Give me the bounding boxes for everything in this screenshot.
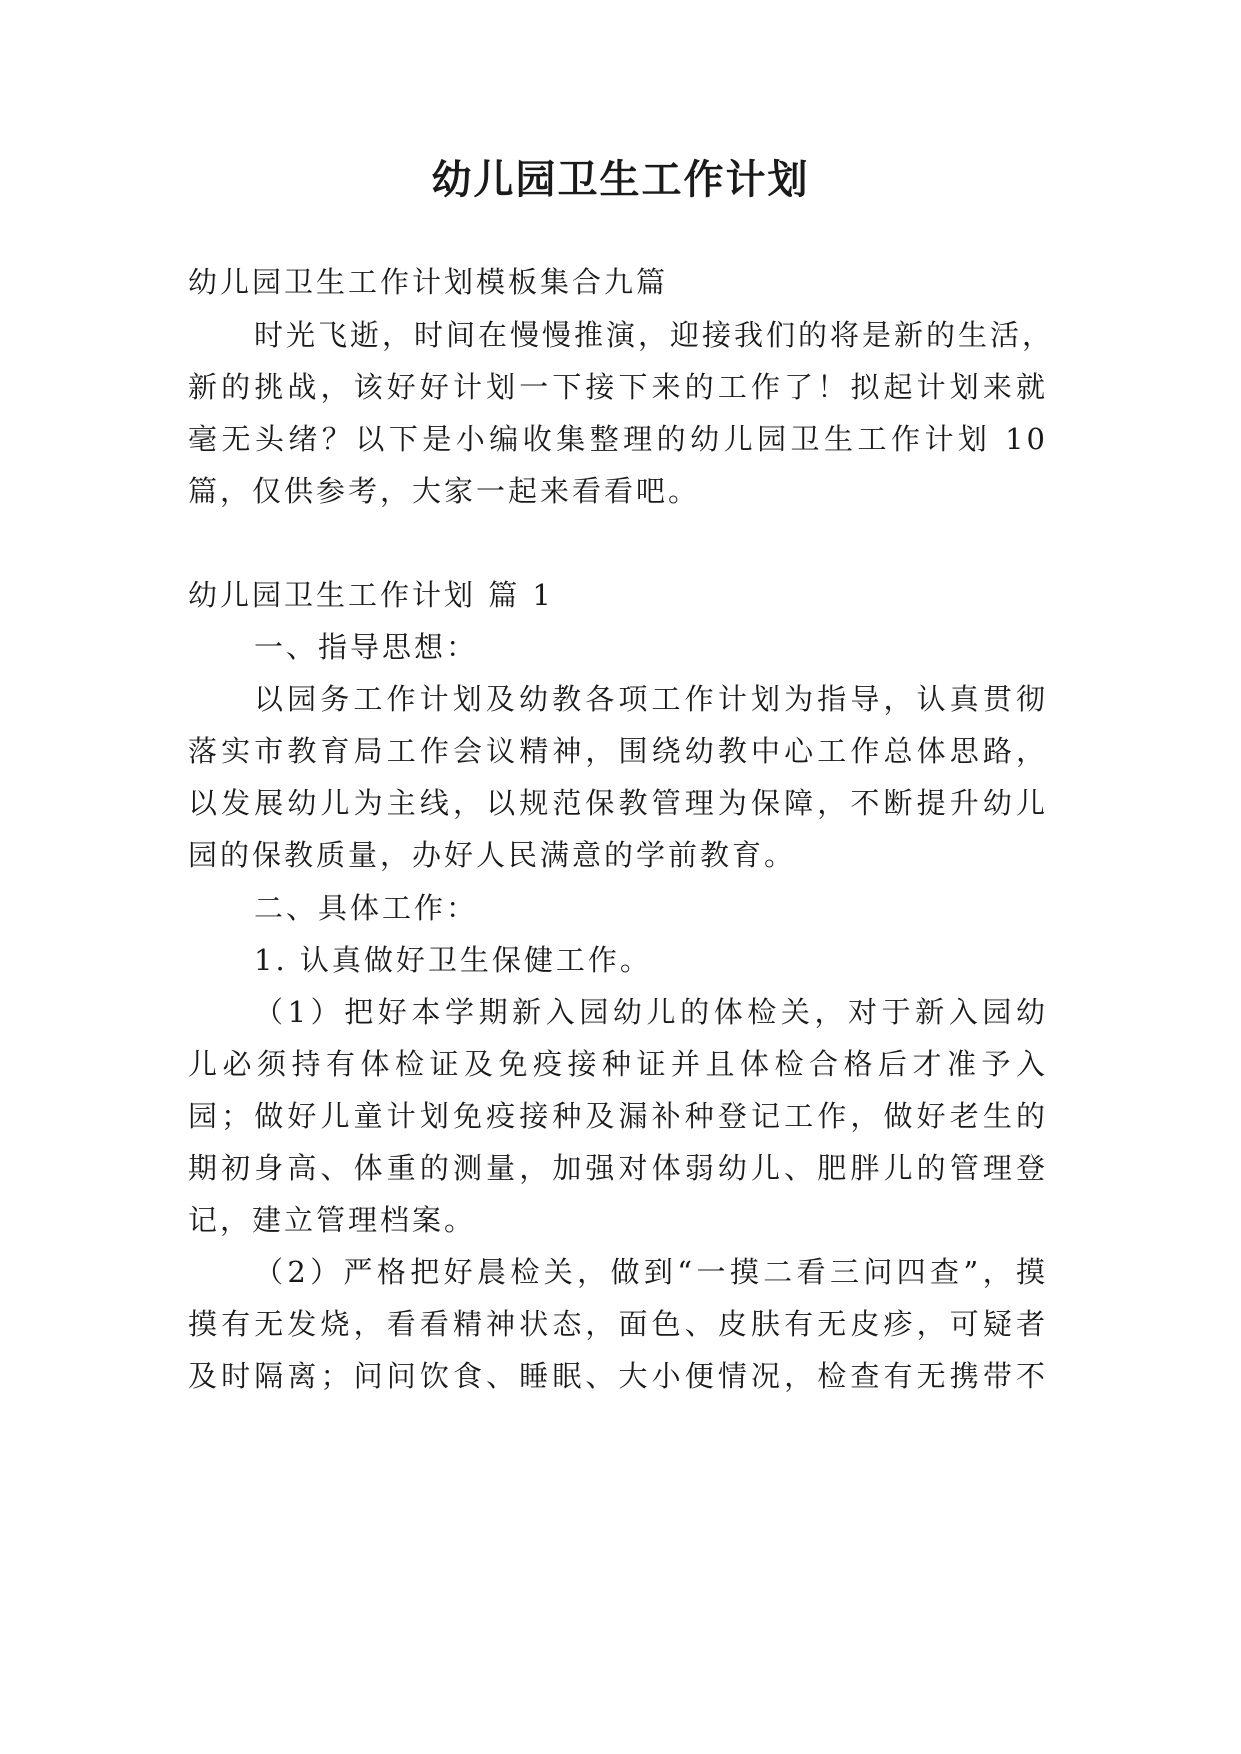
paragraph-line: 园；做好儿童计划免疫接种及漏补种登记工作，做好老生的 [188, 1099, 1048, 1133]
paragraph-line: （1）把好本学期新入园幼儿的体检关，对于新入园幼 [254, 995, 1048, 1029]
paragraph-line: 记，建立管理档案。 [188, 1203, 477, 1237]
paragraph-line: 新的挑战，该好好计划一下接下来的工作了！拟起计划来就 [188, 370, 1048, 404]
subheading: 一、指导思想： [254, 630, 479, 664]
paragraph-line: 期初身高、体重的测量，加强对体弱幼儿、肥胖儿的管理登 [188, 1151, 1048, 1185]
paragraph-line: 园的保教质量，办好人民满意的学前教育。 [188, 838, 797, 872]
paragraph-line: 以园务工作计划及幼教各项工作计划为指导，认真贯彻 [254, 682, 1048, 716]
paragraph-line: 以发展幼儿为主线，以规范保教管理为保障，不断提升幼儿 [188, 786, 1048, 820]
paragraph-line: 摸有无发烧，看看精神状态，面色、皮肤有无皮疹，可疑者 [188, 1307, 1048, 1341]
subtitle-line: 幼儿园卫生工作计划模板集合九篇 [188, 265, 669, 299]
paragraph-line: 篇，仅供参考，大家一起来看看吧。 [188, 474, 701, 508]
section-heading: 幼儿园卫生工作计划 篇 1 [188, 578, 554, 612]
paragraph-line: （2）严格把好晨检关，做到“一摸二看三问四查”，摸 [254, 1255, 1048, 1289]
document-title: 幼儿园卫生工作计划 [431, 157, 810, 203]
paragraph-line: 及时隔离；问问饮食、睡眠、大小便情况，检查有无携带不 [188, 1359, 1048, 1393]
subheading: 二、具体工作： [254, 891, 479, 925]
paragraph-line: 落实市教育局工作会议精神，围绕幼教中心工作总体思路， [188, 734, 1048, 768]
subheading: 1. 认真做好卫生保健工作。 [254, 943, 652, 977]
paragraph-line: 时光飞逝，时间在慢慢推演，迎接我们的将是新的生活， [254, 318, 1055, 352]
paragraph-line: 儿必须持有体检证及免疫接种证并且体检合格后才准予入 [188, 1047, 1048, 1081]
paragraph-line: 毫无头绪？以下是小编收集整理的幼儿园卫生工作计划 10 [188, 422, 1048, 456]
